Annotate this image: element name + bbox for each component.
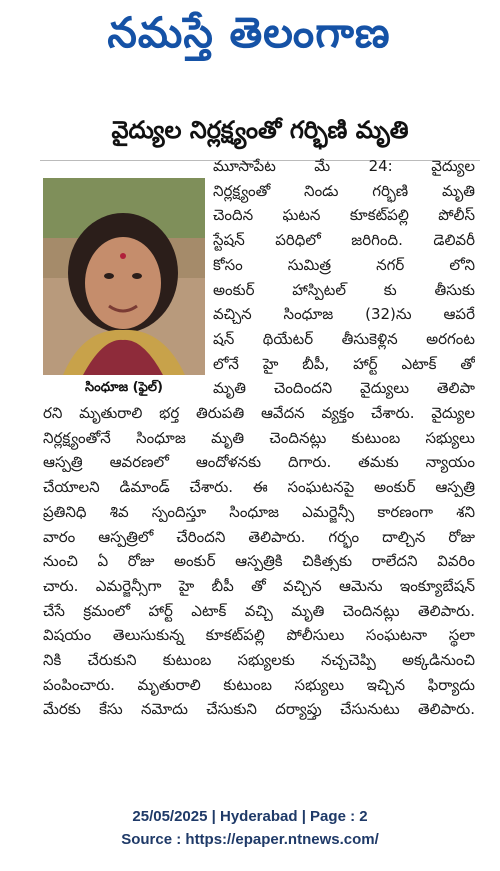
article-line-text: నిర్లక్ష్యంతోనే సింధూజ మృతి చెందినట్లు కుటుంబ సభ్యులు <box>43 428 475 447</box>
article-line-text: మృతి చెందిందని వైద్యులు తెలిపా <box>213 379 475 398</box>
portrait-image <box>43 178 205 375</box>
article-line <box>43 475 475 499</box>
article-line-text: వచ్చిన సింధూజ (32)ను ఆపరే <box>213 305 475 324</box>
article-line <box>43 574 475 598</box>
article-line <box>213 203 475 227</box>
article-line <box>43 648 475 672</box>
article-line <box>43 450 475 474</box>
article-line <box>213 352 475 376</box>
newspaper-logo: నమస్తే తెలంగాణ <box>107 8 391 57</box>
article-line-text: మూసాపేట మే 24: వైద్యుల <box>213 157 475 175</box>
article-line-text: నికి చేరుకుని కుటుంబ సభ్యులకు నచ్చచెప్పి అక్కడినుంచి <box>43 651 475 669</box>
article-line-text: నుంచి ఏ రోజు అంకుర్ ఆస్పత్రికి చికిత్సకు రాలేదని వివరిం <box>43 552 475 571</box>
article-line <box>213 302 475 326</box>
article-line <box>43 525 475 549</box>
article-headline: వైద్యుల నిర్లక్ష్యంతో గర్భిణి మృతి <box>111 116 409 144</box>
article-line <box>43 401 475 425</box>
article-line-text: చేయాలని డిమాండ్ చేశారు. ఈ సంఘటనపై అంకుర్ ఆస్పత్రి <box>43 478 475 497</box>
article-line <box>43 673 475 697</box>
article-line-text: నిర్లక్ష్యంతో నిండు గర్భిణి మృతి <box>213 181 475 200</box>
article-line-text: విషయం తెలుసుకున్న కూకట్‌పల్లి పోలీసులు సంఘటనా స్థలా <box>43 626 475 645</box>
article-line-text: చేసే క్రమంలో హార్ట్ ఎటాక్ వచ్చి మృతి చెందినట్లు తెలిపారు. <box>43 601 475 620</box>
article-line-text: చారు. ఎమర్జెన్సీగా హై బీపీ తో వచ్చిన ఆమెను ఇంక్యూబేషన్ <box>43 576 475 595</box>
article-line-text: ఆస్పత్రి ఆవరణలో ఆందోళనకు దిగారు. తమకు న్యాయం <box>43 453 475 472</box>
article-photo <box>43 178 205 375</box>
article-line-text: చెందిన ఘటన కూకట్‌పల్లి పోలీస్ <box>213 206 475 225</box>
article-line <box>43 599 475 623</box>
article-line <box>43 549 475 573</box>
masthead <box>0 0 500 82</box>
article-line <box>213 154 475 178</box>
article-line <box>213 253 475 277</box>
article-line-text: షన్ థియేటర్ తీసుకెళ్లిన అరగంట <box>213 329 475 348</box>
article-line <box>43 623 475 647</box>
article-line <box>213 327 475 351</box>
footer-source-line: Source : https://epaper.ntnews.com/ <box>121 831 379 848</box>
photo-caption: సింధూజ (ఫైల్) <box>85 380 163 395</box>
article-line <box>43 426 475 450</box>
article-line-text: లోనే హై బీపీ, హార్ట్ ఎటాక్ తో <box>213 354 475 373</box>
article-line-text: కోసం సుమిత్ర నగర్ లోని <box>213 255 475 274</box>
article-line-text: ప్రతినిధి శివ స్పందిస్తూ సింధూజ ఎమర్జెన్సీ కారణంగా శని <box>43 502 475 521</box>
article-line <box>213 278 475 302</box>
article-line <box>213 228 475 252</box>
article-line-text: మేరకు కేసు నమోదు చేసుకుని దర్యాప్తు చేసునుటు తెలిపారు. <box>43 700 475 719</box>
article-line-text: పంపించారు. మృతురాలి కుటుంబ సభ్యులు ఇచ్చిన ఫిర్యాదు <box>43 675 475 694</box>
article-line-text: స్టేషన్ పరిధిలో జరిగింది. డెలివరీ <box>213 231 475 250</box>
article-line-text: రని మృతురాలి భర్త తిరుపతి ఆవేదన వ్యక్తం చేశారు. వైద్యుల <box>43 404 475 422</box>
article-line-text: అంకుర్ హాస్పిటల్ కు తీసుకు <box>213 280 475 299</box>
article-line-text: వారం ఆస్పత్రిలో చేరిందని తెలిపారు. గర్భం దాల్చిన రోజు <box>43 527 475 546</box>
article-line <box>213 376 475 400</box>
footer-date-line: 25/05/2025 | Hyderabad | Page : 2 <box>132 808 368 825</box>
article-line <box>43 697 475 721</box>
article-line <box>43 500 475 524</box>
article-line <box>213 179 475 203</box>
